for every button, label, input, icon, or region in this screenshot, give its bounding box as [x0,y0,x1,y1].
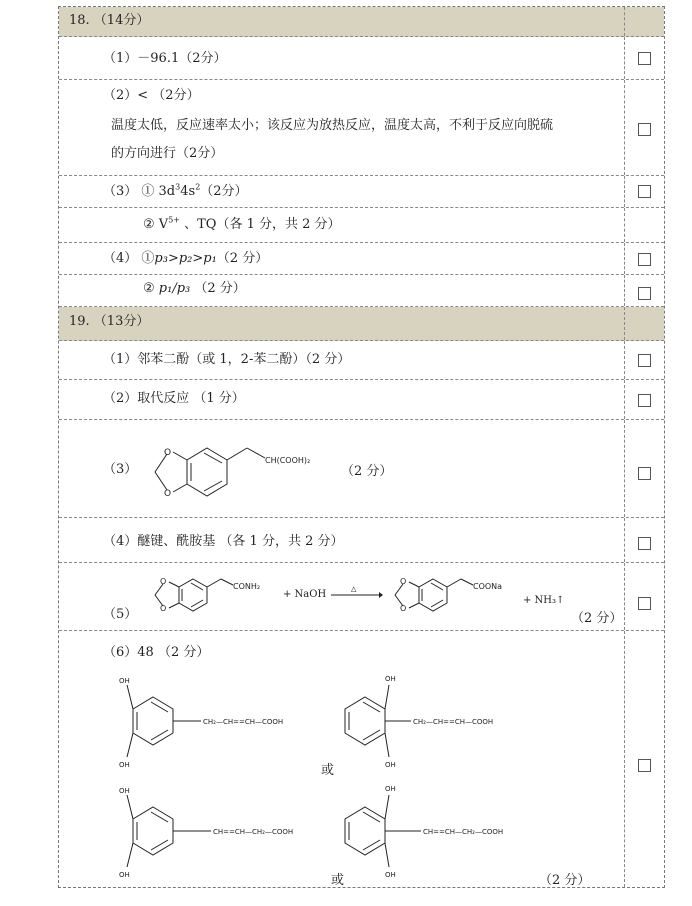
answer-sheet [58,6,665,888]
q18-part4b-text: ② p₁/p₃ （2 分） [143,281,246,296]
svg-text:OH: OH [385,871,396,879]
q19-part3-row [59,420,664,518]
svg-text:OH: OH [385,785,396,793]
isomer-d-structure [333,781,563,885]
q19-part5-checkbox[interactable] [638,597,651,610]
isomer-c-structure [117,781,337,885]
q18-part2-checkbox[interactable] [638,123,651,136]
svg-text:O: O [164,448,172,458]
q18-part1-text: （1）－96.1（2分） [103,51,227,66]
heat-symbol: △ [351,585,357,593]
q18-part3a-text: （3） ① $3d^34s^2(2$分） [103,182,248,199]
q19-part1-text: （1）邻苯二酚（或 1，2-苯二酚）（2 分） [103,352,351,367]
q19-part1-checkbox[interactable] [638,354,651,367]
q18-part3a-row [59,176,664,208]
malonic-group-label: CH(COOH)₂ [265,456,311,465]
isomer-a-chain: CH₂—CH==CH—COOH [203,718,284,726]
q18-part3b-row [59,208,664,243]
q18-header-row [59,7,664,37]
q19-part6-score: （2 分） [539,873,591,888]
q18-part2-line1: （2）< （2分） [103,88,200,103]
q18-header: 18. （14分） [69,13,150,28]
q18-part3b-text: ② $V^{5+}$ 、TQ（各 1 分，共 2 分） [143,215,341,232]
q19-part5-row [59,563,664,631]
svg-text:OH: OH [119,787,130,795]
isomer-a-structure [117,671,327,775]
q19-part3-checkbox[interactable] [638,467,651,480]
q18-part4b-checkbox[interactable] [638,287,651,300]
q18-header-cell [59,7,625,36]
q19-part4-text: （4）醚键、酰胺基 （各 1 分，共 2 分） [103,534,344,549]
q19-header: 19. （13分） [69,314,150,329]
q19-part3-label: （3） [103,462,138,477]
q19-part1-row [59,341,664,380]
q19-part3-score: （2 分） [341,464,393,479]
reactant-amide-structure [145,569,295,629]
svg-text:O: O [400,604,407,613]
isomer-c-chain: CH==CH—CH₂—COOH [213,828,294,836]
svg-text:OH: OH [385,761,396,769]
isomer-b-structure [333,671,563,775]
q19-part5-label: （5） [103,607,138,622]
ammonia-gas: + NH₃↑ [523,595,565,606]
q19-part4-row [59,518,664,563]
q18-part1-checkbox[interactable] [638,52,651,65]
svg-text:OH: OH [385,675,396,683]
q18-part3a-checkbox[interactable] [638,185,651,198]
or-separator-1: 或 [321,763,335,778]
salt-group-label: COONa [473,582,503,591]
reaction-arrow [331,585,383,605]
q19-part2-row [59,380,664,420]
isomer-d-chain: CH==CH—CH₂—COOH [423,828,504,836]
isomer-b-chain: CH₂—CH==CH—COOH [413,718,494,726]
q18-part2-line2: 温度太低，反应速率太小；该反应为放热反应，温度太高，不利于反应向脱硫 [111,118,554,133]
svg-text:O: O [160,604,167,613]
q19-part5-score: （2 分） [571,611,623,626]
q18-part4a-row [59,243,664,275]
benzodioxole-malonic-acid-structure [147,428,347,516]
amide-group-label: CONH₂ [233,582,261,591]
q18-part4b-row [59,275,664,307]
q19-part2-checkbox[interactable] [638,394,651,407]
or-separator-2: 或 [331,873,345,888]
q19-part6-label: （6）48 （2 分） [103,645,210,660]
svg-text:O: O [400,577,407,586]
q18-part2-line3: 的方向进行（2分） [111,146,224,161]
naoh-reagent: + NaOH [283,589,327,600]
q19-part6-checkbox[interactable] [638,759,651,772]
svg-text:OH: OH [119,761,130,769]
q18-part4a-text: （4） ①p₃>p₂>p₁（2 分） [103,251,269,266]
svg-text:O: O [164,489,172,499]
q19-part6-row [59,631,664,887]
q19-part4-checkbox[interactable] [638,537,651,550]
svg-text:O: O [160,577,167,586]
q18-part2-row [59,80,664,176]
svg-text:OH: OH [119,677,130,685]
product-salt-structure [385,569,535,629]
q19-part2-text: （2）取代反应 （1 分） [103,391,245,406]
q18-part4a-checkbox[interactable] [638,253,651,266]
q18-part1-row [59,37,664,80]
q19-header-row [59,307,664,341]
svg-text:OH: OH [119,871,130,879]
